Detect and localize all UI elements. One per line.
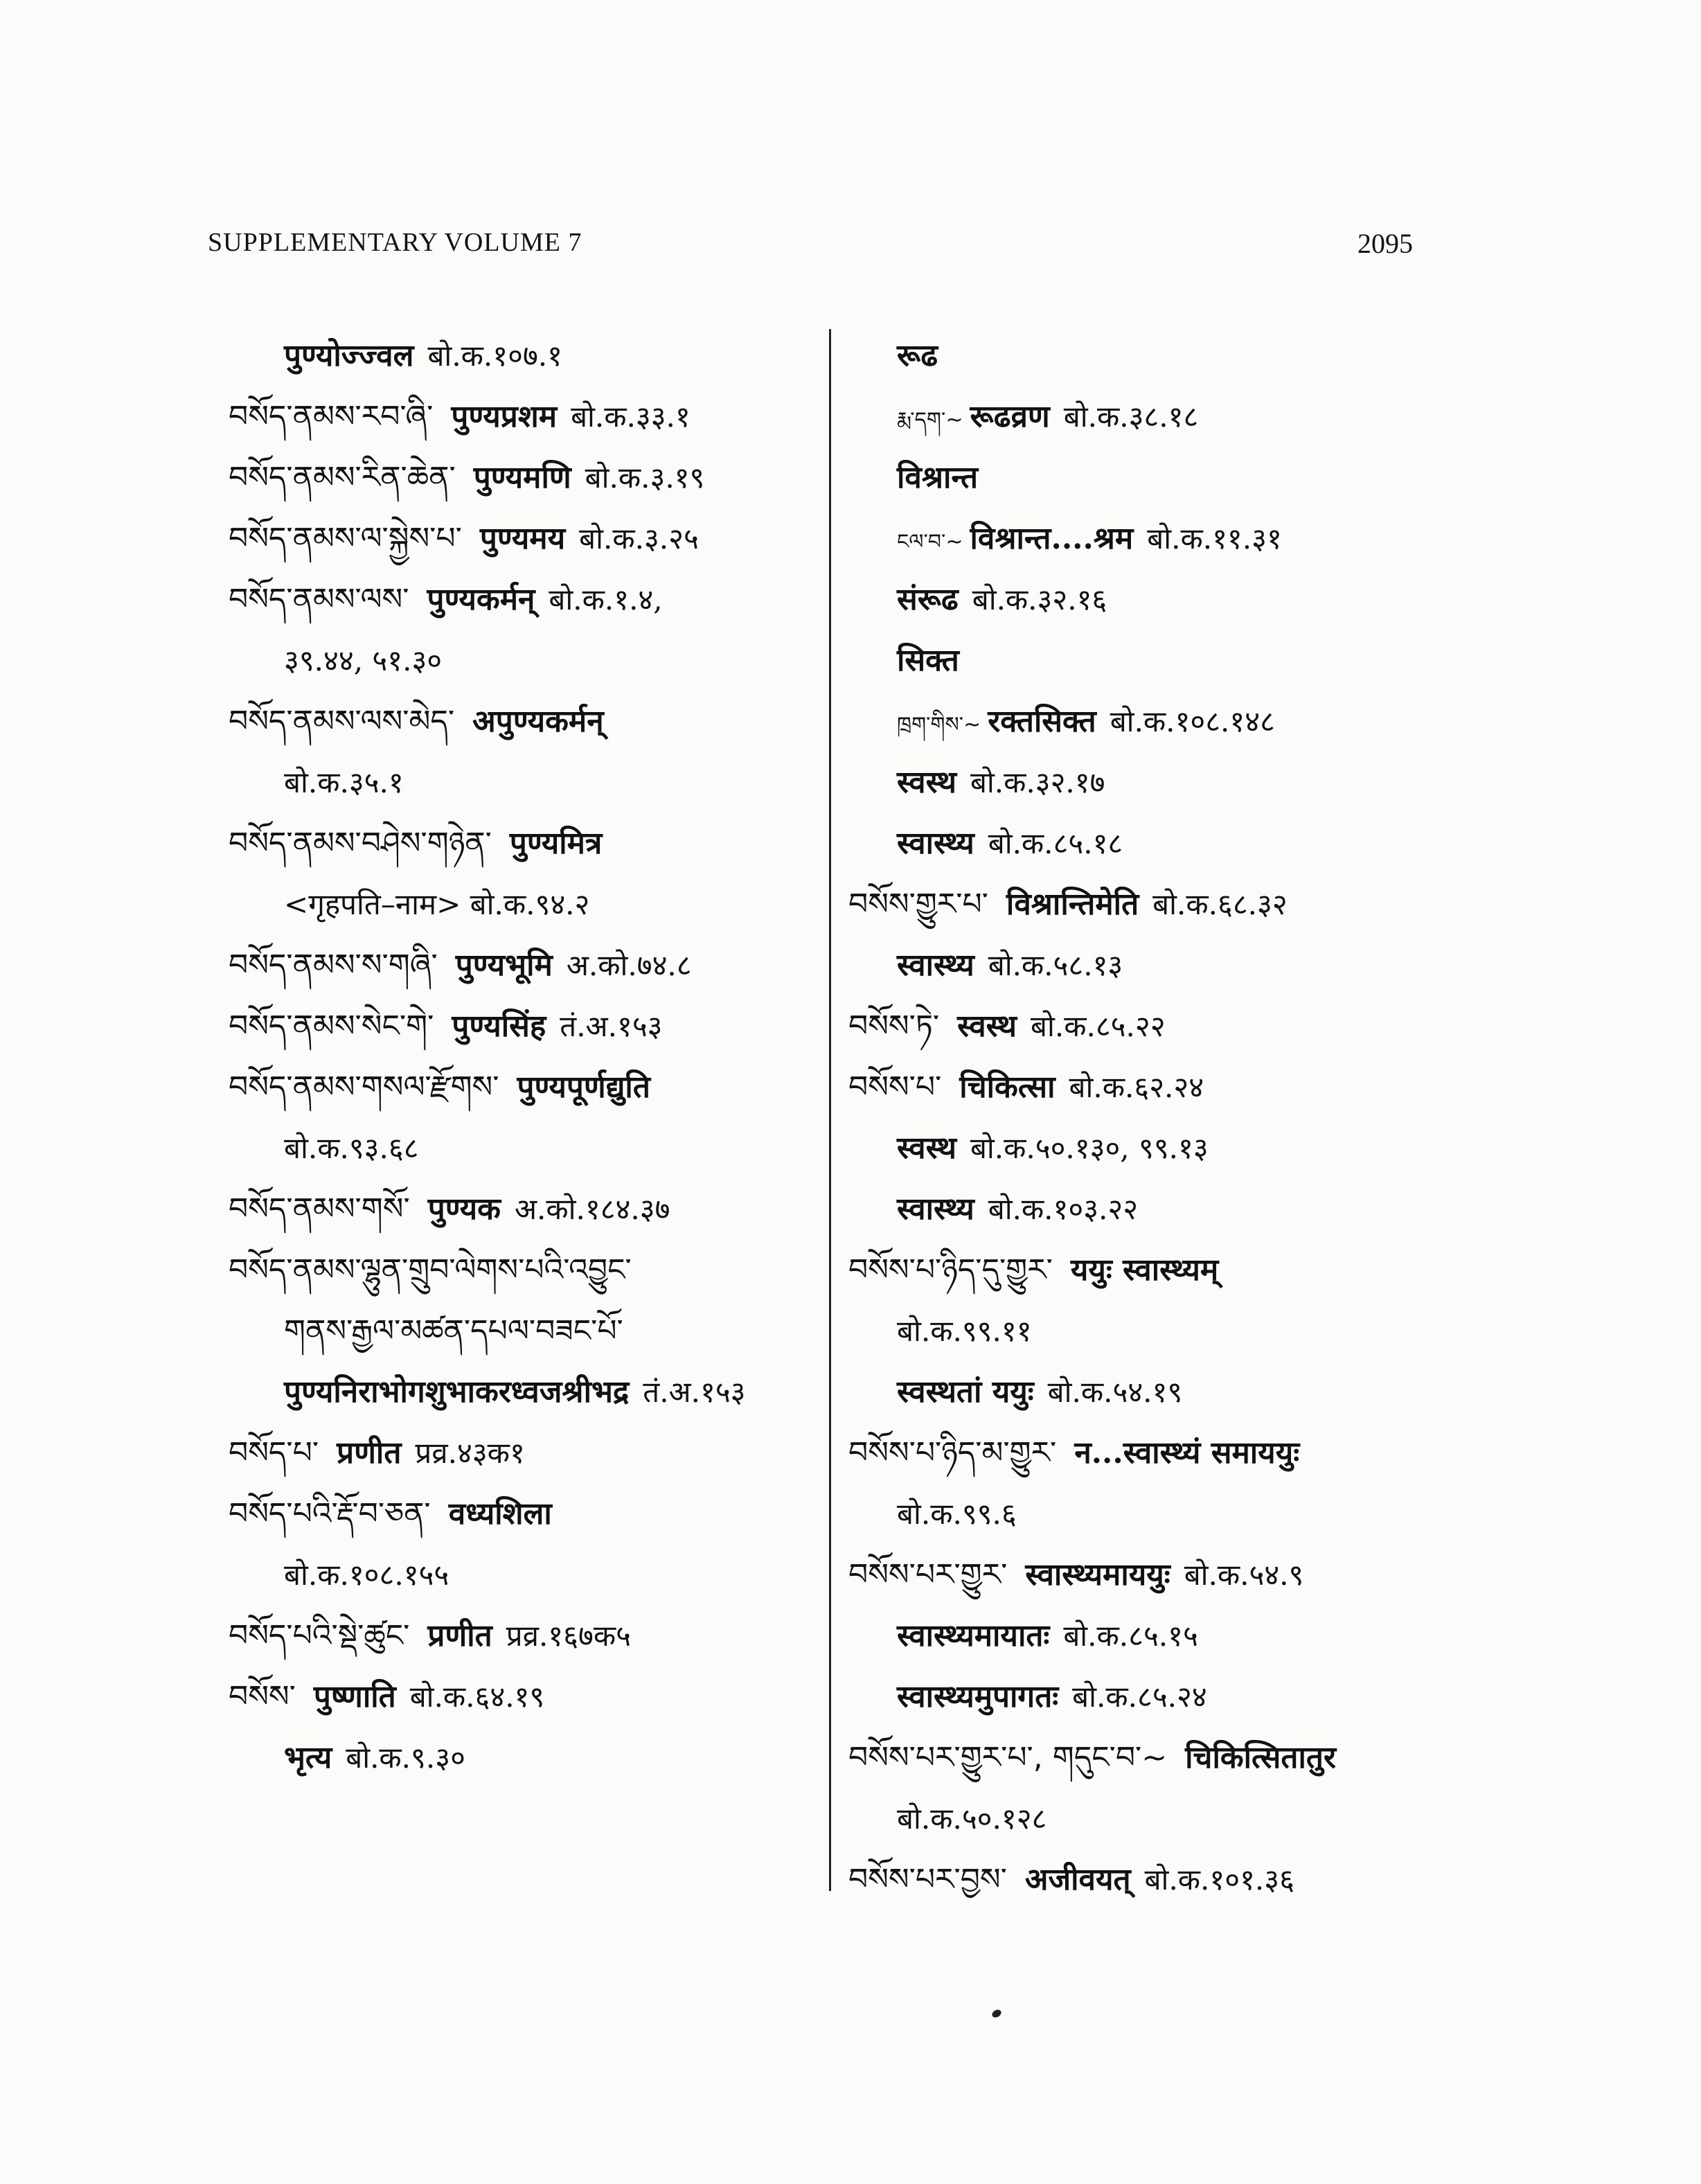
tibetan-term: བསོད་ནམས་རིན་ཆེན་ [229,460,456,495]
dictionary-entry [848,1301,1541,1362]
dictionary-entry [848,1362,1541,1423]
sanskrit-term: पुण्यनिराभोगशुभाकरध्वजश्रीभद्र [284,1374,630,1410]
dictionary-entry [229,326,810,387]
right-column [848,326,1541,1910]
sanskrit-term: विश्रान्तिमेति [1006,887,1139,922]
dictionary-entry [848,1118,1541,1179]
reference: बो.क.१०७.१ [427,339,562,373]
ink-mark [990,2008,1002,2019]
sanskrit-term: वध्यशिला [448,1496,552,1532]
sanskrit-term: रूढ [897,338,938,373]
tibetan-term: བསོད་ནམས་གསལ་རྫོགས་ [229,1069,499,1105]
running-header: SUPPLEMENTARY VOLUME 7 [208,228,582,257]
tibetan-term: ངལ་བ་~ [897,530,963,554]
dictionary-entry [229,1057,810,1118]
reference: बो.क.५८.१३ [988,948,1123,982]
tibetan-term: བསོད་ནམས་ལས་མེད་ [229,704,455,739]
dictionary-entry [848,813,1541,874]
dictionary-entry [848,1179,1541,1240]
dictionary-entry [229,1118,810,1179]
reference: बो.क.८५.१८ [988,826,1123,860]
reference: बो.क.१०१.३६ [1144,1863,1294,1897]
dictionary-entry [848,1545,1541,1606]
dictionary-entry [229,1362,810,1423]
reference: बो.क.९९.११ [897,1314,1032,1348]
reference: <गृहपति–नाम> बो.क.९४.२ [284,887,590,921]
tibetan-term: གནས་རྒྱལ་མཚན་དཔལ་བཟང་པོ་ [284,1313,623,1349]
reference: बो.क.५०.१२८ [897,1802,1047,1836]
dictionary-entry [848,326,1541,387]
dictionary-entry [848,996,1541,1057]
reference: बो.क.३.१९ [585,461,705,495]
reference: बो.क.१०८.१५५ [284,1558,449,1592]
sanskrit-term: स्वास्थ्य [897,826,974,861]
tibetan-term: བསོས་པར་གྱུར་ [848,1557,1008,1592]
reference: तं.अ.१५३ [643,1375,746,1409]
reference: बो.क.१.४, [549,583,663,616]
sanskrit-term: पुण्यभूमि [455,948,553,983]
tibetan-term: བསོས་པར་གྱུར་པ་, གདུང་བ་~ [848,1740,1168,1775]
sanskrit-term: चिकित्सा [959,1069,1056,1105]
dictionary-entry [848,752,1541,813]
dictionary-entry [229,935,810,996]
sanskrit-term: पुण्यप्रशम [451,399,558,434]
dictionary-entry [229,630,810,691]
dictionary-entry [229,874,810,935]
sanskrit-term: पुण्यमित्र [509,826,603,861]
sanskrit-term: चिकित्सितातुर [1185,1740,1336,1775]
tibetan-term: བསོད་ནམས་ས་གཞི་ [229,948,438,983]
sanskrit-term: संरूढ [897,582,959,617]
tibetan-term: བསོས་པ་ [848,1069,942,1105]
sanskrit-term: ययुः स्वास्थ्यम् [1070,1252,1219,1288]
dictionary-entry [229,996,810,1057]
left-column [229,326,810,1788]
sanskrit-term: पुण्यसिंह [452,1009,546,1044]
reference: बो.क.१०३.२२ [988,1192,1139,1226]
dictionary-entry [848,1849,1541,1910]
sanskrit-term: पुण्योज्ज्वल [284,338,414,373]
tibetan-term: རྨ་དག་~ [897,408,963,432]
tibetan-term: ཁྲག་གིས་~ [897,713,981,737]
dictionary-entry [229,387,810,447]
sanskrit-term: भृत्य [284,1740,332,1775]
dictionary-entry [229,1484,810,1545]
dictionary-entry [848,1788,1541,1849]
reference: बो.क.११.३१ [1147,522,1282,556]
dictionary-entry [848,874,1541,935]
reference: ३९.४४, ५१.३० [284,643,443,677]
tibetan-term: བསོས་པ་ཉིད་དུ་གྱུར་ [848,1252,1053,1288]
sanskrit-term: विश्रान्त [897,460,979,495]
reference: अ.को.७४.८ [566,948,692,982]
sanskrit-term: स्वास्थ्य [897,948,974,983]
reference: बो.क.९९.६ [897,1497,1017,1531]
reference: तं.अ.१५३ [560,1009,663,1043]
tibetan-term: བསོད་པའི་རྡོ་བ་ཅན་ [229,1496,431,1532]
reference: बो.क.८५.२४ [1072,1680,1207,1714]
sanskrit-term: पुण्यकर्मन् [427,582,535,617]
dictionary-entry [848,630,1541,691]
sanskrit-term: पुण्यपूर्णद्युति [517,1069,650,1105]
dictionary-entry [848,1240,1541,1301]
reference: प्रव्र.१६७क५ [506,1619,631,1653]
dictionary-entry [229,1545,810,1606]
dictionary-entry [848,691,1541,752]
tibetan-term: བསོད་ནམས་ལས་ [229,582,409,617]
dictionary-entry [229,691,810,752]
reference: बो.क.५४.९ [1184,1558,1304,1592]
sanskrit-term: प्रणीत [427,1618,492,1653]
dictionary-entry [848,1057,1541,1118]
sanskrit-term: स्वास्थ्यमाययुः [1025,1557,1170,1592]
dictionary-entry [229,508,810,569]
dictionary-entry [848,508,1541,569]
column-divider [829,329,831,1891]
reference: बो.क.९३.६८ [284,1131,419,1165]
sanskrit-term: अजीवयत् [1024,1862,1131,1897]
dictionary-entry [229,1728,810,1788]
sanskrit-term: स्वस्थ [957,1009,1017,1044]
dictionary-entry [848,1484,1541,1545]
tibetan-term: བསོས་གྱུར་པ་ [848,887,988,922]
tibetan-term: བསོད་ནམས་ལྷུན་གྲུབ་ལེགས་པའི་འབྱུང་ [229,1252,632,1288]
dictionary-entry [848,569,1541,630]
dictionary-entry [229,752,810,813]
dictionary-entry [848,447,1541,508]
reference: बो.क.३२.१७ [970,765,1105,799]
tibetan-term: བསོད་པ་ [229,1435,319,1471]
dictionary-entry [229,1301,810,1362]
tibetan-term: བསོད་ནམས་ལ་སྐྱེས་པ་ [229,521,462,556]
tibetan-term: བསོད་ནམས་གསོ་ [229,1191,410,1227]
reference: बो.क.५४.१९ [1047,1375,1183,1409]
tibetan-term: བསོད་པའི་སྡེ་ཚུང་ [229,1618,410,1653]
tibetan-term: བསོད་ནམས་སེང་གེ་ [229,1009,434,1044]
reference: बो.क.३३.१ [571,400,691,434]
sanskrit-term: स्वस्थतां ययुः [897,1374,1034,1410]
sanskrit-term: स्वस्थ [897,765,956,800]
sanskrit-term: पुष्णाति [313,1679,396,1714]
reference: बो.क.८५.१५ [1063,1619,1198,1653]
sanskrit-term: सिक्त [897,643,959,678]
reference: अ.को.१८४.३७ [514,1192,670,1226]
dictionary-entry [848,1606,1541,1667]
sanskrit-term: स्वास्थ्य [897,1191,974,1227]
tibetan-term: བསོད་ནམས་བཤེས་གཉེན་ [229,826,492,861]
dictionary-entry [229,1667,810,1728]
sanskrit-term: न...स्वास्थ्यं समाययुः [1074,1435,1300,1471]
sanskrit-term: पुण्यक [427,1191,501,1227]
sanskrit-term: रूढव्रण [970,399,1050,434]
sanskrit-term: पुण्यमणि [473,460,571,495]
reference: बो.क.६२.२४ [1069,1070,1204,1104]
reference: बो.क.६४.१९ [409,1680,545,1714]
dictionary-entry [848,1667,1541,1728]
reference: बो.क.६८.३२ [1152,887,1288,921]
dictionary-entry [229,813,810,874]
dictionary-entry [229,569,810,630]
dictionary-entry [229,1606,810,1667]
sanskrit-term: प्रणीत [337,1435,402,1471]
reference: बो.क.९.३० [346,1741,465,1775]
sanskrit-term: विश्रान्त....श्रम [970,521,1134,556]
reference: बो.क.३२.१६ [972,583,1107,616]
tibetan-term: བསོད་ནམས་རབ་ཞི་ [229,399,434,434]
dictionary-entry [848,387,1541,447]
dictionary-entry [848,1728,1541,1788]
sanskrit-term: पुण्यमय [479,521,566,556]
sanskrit-term: स्वस्थ [897,1130,956,1166]
dictionary-entry [229,1240,810,1301]
reference: बो.क.३८.१८ [1063,400,1199,434]
page-number: 2095 [1357,228,1413,259]
reference: बो.क.३५.१ [284,765,404,799]
reference: बो.क.८५.२२ [1031,1009,1166,1043]
dictionary-entry [229,1423,810,1484]
sanskrit-term: अपुण्यकर्मन् [472,704,604,739]
dictionary-entry [848,935,1541,996]
tibetan-term: བསོས་པ་ཉིད་མ་གྱུར་ [848,1435,1057,1471]
tibetan-term: བསོས་ཏེ་ [848,1009,940,1044]
reference: प्रव्र.४३क१ [415,1436,525,1470]
sanskrit-term: स्वास्थ्यमुपागतः [897,1679,1059,1714]
sanskrit-term: रक्तसिक्त [988,704,1096,739]
reference: बो.क.३.२५ [579,522,699,556]
dictionary-entry [848,1423,1541,1484]
dictionary-entry [229,447,810,508]
reference: बो.क.५०.१३०, ९९.१३ [970,1131,1209,1165]
reference: बो.क.१०८.१४८ [1110,704,1275,738]
tibetan-term: བསོས་པར་བྱས་ [848,1862,1007,1897]
tibetan-term: བསོས་ [229,1679,296,1714]
sanskrit-term: स्वास्थ्यमायातः [897,1618,1050,1653]
dictionary-entry [229,1179,810,1240]
